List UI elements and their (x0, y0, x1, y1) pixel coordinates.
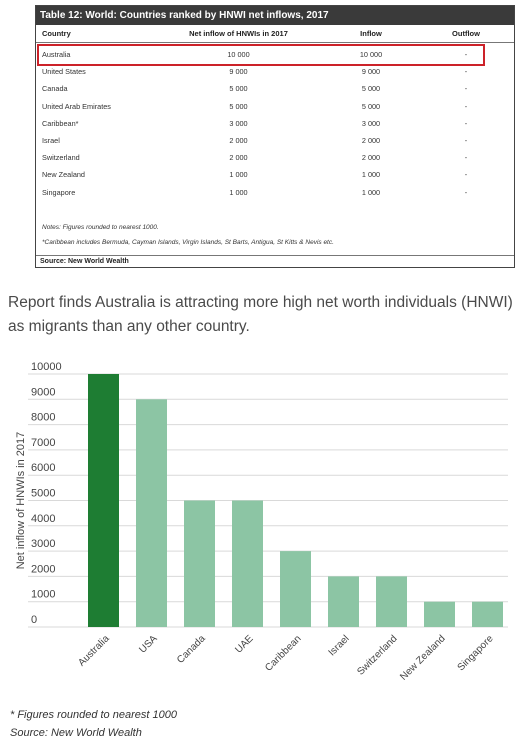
cell-inflow: 9 000 (361, 67, 381, 77)
cell-outflow: - (464, 84, 468, 94)
y-tick-label: 8000 (31, 411, 56, 424)
cell-inflow: 2 000 (361, 153, 381, 163)
table-row (36, 65, 514, 79)
y-tick-label: 1000 (31, 588, 56, 601)
y-tick-label: 10000 (31, 361, 62, 373)
cell-inflow: 2 000 (361, 136, 381, 145)
y-tick-label: 6000 (31, 462, 56, 475)
table-source: Source: New World Wealth (36, 255, 514, 265)
x-tick-label: Singapore (455, 633, 496, 674)
cell-net-inflow: 2 000 (229, 136, 248, 145)
table-note-caribbean: *Caribbean includes Bermuda, Cayman Islands, Virgin Islands, St Barts, Antigua, St Kitts & Nevis etc. (42, 239, 334, 246)
x-tick-label: USA (137, 633, 160, 656)
cell-inflow: 5 000 (361, 84, 381, 94)
cell-country: New Zealand (42, 170, 85, 180)
footnote-rounding: * Figures rounded to nearest 1000 (10, 709, 177, 721)
cell-outflow: - (464, 118, 468, 128)
cell-country: Israel (42, 136, 60, 145)
bar-singapore (472, 602, 503, 627)
y-tick-label: 2000 (31, 563, 56, 576)
header-divider (36, 42, 514, 43)
cell-outflow: - (464, 101, 468, 111)
cell-country: United Arab Emirates (42, 101, 111, 111)
cell-net-inflow: 5 000 (229, 84, 248, 94)
x-tick-label: Caribbean (263, 633, 304, 674)
header-inflow: Inflow (360, 29, 382, 38)
cell-country: Australia (42, 50, 71, 59)
cell-net-inflow: 3 000 (229, 118, 248, 128)
y-tick-label: 7000 (31, 436, 56, 449)
cell-country: United States (42, 67, 86, 77)
cell-inflow: 5 000 (361, 101, 381, 111)
bar-switzerland (376, 576, 407, 627)
bar-uae (232, 501, 263, 628)
y-tick-label: 3000 (31, 538, 56, 551)
table-row (36, 82, 514, 96)
bar-usa (136, 399, 167, 627)
bar-canada (184, 501, 215, 628)
cell-outflow: - (464, 187, 468, 197)
x-tick-label: Australia (76, 633, 112, 669)
y-tick-label: 9000 (31, 386, 56, 399)
cell-inflow: 3 000 (361, 118, 381, 128)
cell-country: Caribbean* (42, 118, 79, 128)
y-axis-label: Net inflow of HNWIs in 2017 (15, 431, 27, 570)
table-row (36, 186, 514, 200)
bar-caribbean (280, 551, 311, 627)
y-tick-label: 4000 (31, 512, 56, 525)
x-tick-label: Israel (326, 633, 352, 659)
y-tick-label: 5000 (31, 487, 56, 500)
cell-net-inflow: 9 000 (229, 67, 248, 77)
cell-net-inflow: 5 000 (229, 101, 248, 111)
table-row (36, 151, 514, 165)
cell-net-inflow: 1 000 (229, 170, 248, 180)
cell-country: Switzerland (42, 153, 80, 163)
article-caption: Report finds Australia is attracting more high net worth individuals (HNWI) as migrants than any other country. (8, 294, 513, 335)
y-tick-label: 0 (31, 614, 38, 626)
header-outflow: Outflow (452, 29, 480, 38)
footnote-source: Source: New World Wealth (10, 727, 142, 739)
table-header (36, 29, 514, 43)
x-tick-label: New Zealand (398, 633, 448, 683)
x-tick-label: Switzerland (355, 633, 400, 678)
x-tick-label: UAE (233, 633, 256, 656)
cell-outflow: - (464, 170, 468, 180)
header-country: Country (42, 29, 71, 38)
cell-inflow: 1 000 (361, 187, 381, 197)
cell-net-inflow: 1 000 (229, 187, 248, 197)
table-row (36, 168, 514, 182)
cell-net-inflow: 2 000 (229, 153, 248, 163)
hnwi-table (35, 5, 515, 268)
table-row (36, 117, 514, 131)
table-note-rounding: Notes: Figures rounded to nearest 1000. (42, 224, 159, 231)
x-tick-label: Canada (175, 633, 208, 666)
table-row (36, 134, 514, 148)
bar-new-zealand (424, 602, 455, 627)
cell-inflow: 1 000 (361, 170, 381, 180)
table-row (36, 100, 514, 114)
header-net-inflow: Net inflow of HNWIs in 2017 (189, 29, 288, 38)
table-title: Table 12: World: Countries ranked by HNWI net inflows, 2017 (36, 6, 514, 25)
cell-outflow: - (464, 153, 468, 163)
hnwi-bar-chart (0, 345, 520, 695)
cell-outflow: - (464, 136, 468, 145)
cell-net-inflow: 10 000 (227, 50, 250, 59)
bar-israel (328, 576, 359, 627)
cell-outflow: - (464, 50, 468, 59)
cell-inflow: 10 000 (359, 50, 383, 59)
bar-australia (88, 374, 119, 627)
cell-country: Singapore (42, 187, 76, 197)
cell-country: Canada (42, 84, 68, 94)
australia-highlight-box (37, 44, 485, 66)
cell-outflow: - (464, 67, 468, 77)
